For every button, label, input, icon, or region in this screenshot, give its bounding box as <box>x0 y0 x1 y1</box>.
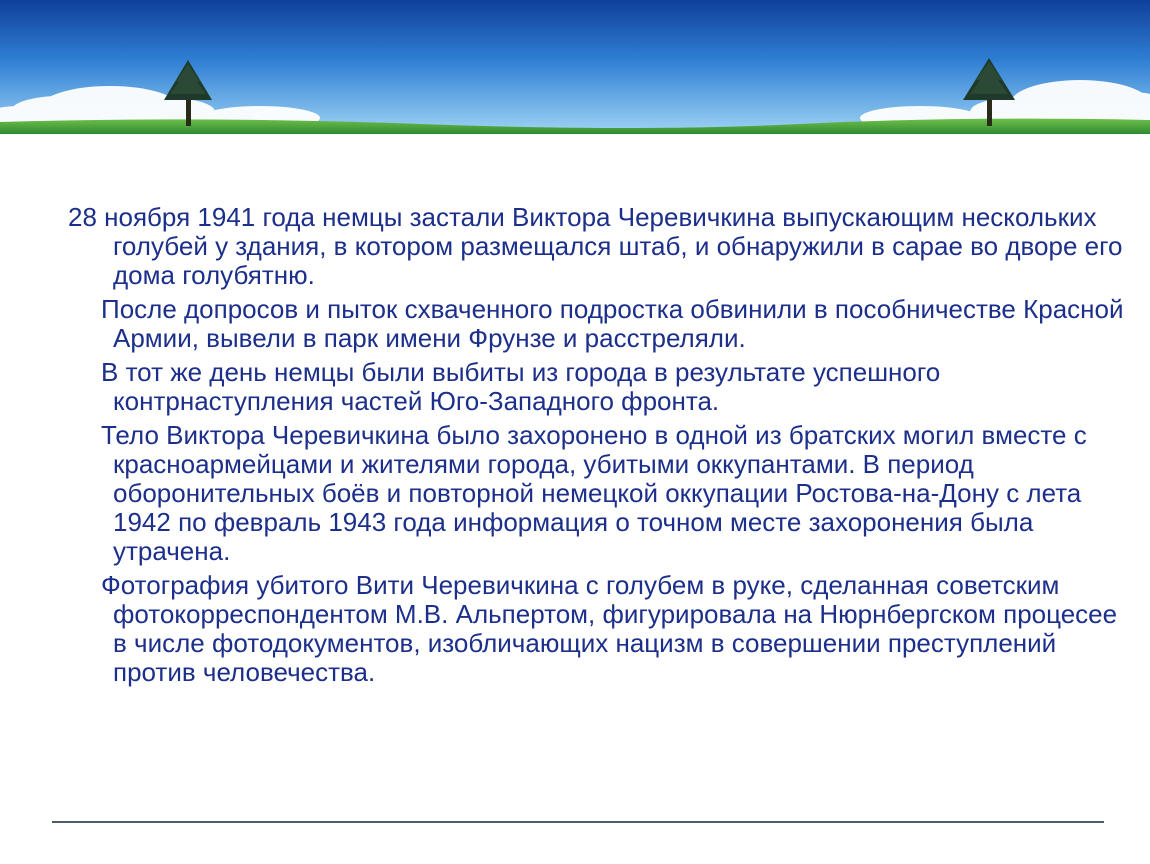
paragraph-3: В тот же день немцы были выбиты из города в результате успешного контрнаступления частей Юго-Западного фронта. <box>101 357 941 416</box>
slide-body <box>68 203 1128 692</box>
footer-divider <box>52 821 1104 823</box>
header-banner <box>0 0 1150 134</box>
paragraph-5: Фотография убитого Вити Черевичкина с голубем в руке, сделанная советским фотокорреспондентом М.В. Альпертом, фигурировала на Нюрнбергском процесее в числе фотодокументов, изобличающих нацизм в совершении преступлений против человечества. <box>101 570 1118 687</box>
sky-landscape-image <box>0 0 1150 134</box>
paragraph-2: После допросов и пыток схваченного подростка обвинили в пособничестве Красной Армии, вывели в парк имени Фрунзе и расстреляли. <box>101 294 1124 353</box>
paragraph-1: 28 ноября 1941 года немцы застали Виктора Черевичкина выпускающим нескольких голубей у здания, в котором размещался штаб, и обнаружили в сарае во дворе его дома голубятню. <box>68 202 1123 290</box>
paragraph-4: Тело Виктора Черевичкина было захоронено в одной из братских могил вместе с красноармейцами и жителями города, убитыми оккупантами. В период оборонительных боёв и повторной немецкой оккупации Ростова-на-Дону с лета 1942 по февраль 1943 года информация о точном месте захоронения была утрачена. <box>101 420 1087 566</box>
